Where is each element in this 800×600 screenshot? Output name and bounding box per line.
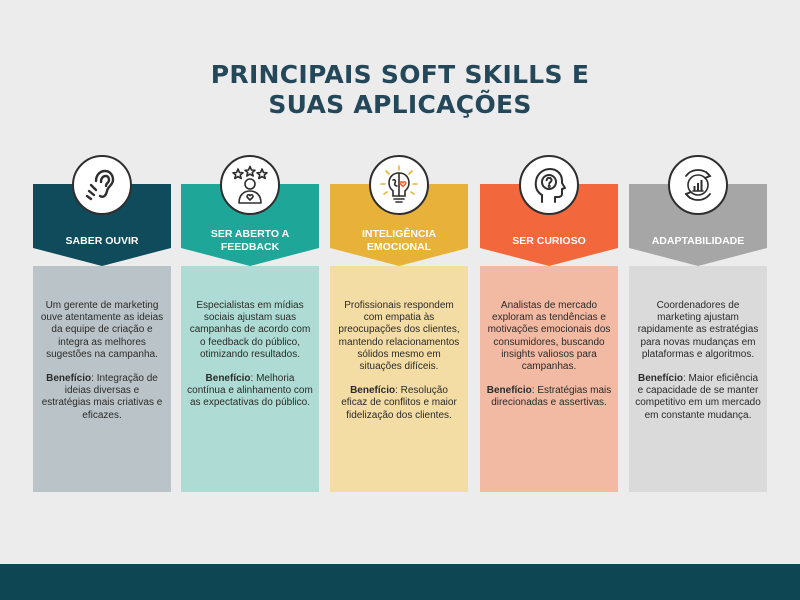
card-title: ADAPTABILIDADE [651,234,745,247]
card-text [635,300,761,434]
head-question-icon [519,155,579,215]
title-line-1: PRINCIPAIS SOFT SKILLS E [210,60,590,89]
card-text [187,300,313,422]
benefit-text: : Integração de ideias diversas e estratégias mais criativas e eficazes. [41,373,163,421]
card-benefit [187,373,313,410]
benefit-label: Benefício [205,373,251,385]
card-benefit [486,385,612,409]
skill-card-ser-curioso [480,184,618,492]
card-text [39,300,165,434]
card-title: SER ABERTO A FEEDBACK [210,228,290,253]
skill-card-saber-ouvir [33,184,171,492]
card-title: SABER OUVIR [65,234,139,247]
benefit-label: Benefício [46,373,92,385]
brain-heart-bulb-icon [369,155,429,215]
benefit-text: : Resolução eficaz de conflitos e maior fidelização dos clientes. [341,385,457,421]
skill-card-adaptabilidade [629,184,767,492]
benefit-text: : Estratégias mais direcionadas e assertivas. [491,385,612,409]
benefit-text: : Maior eficiência e capacidade de se manter competitivo em um mercado em constante mudança. [635,373,761,421]
page-title [0,60,800,120]
skill-card-ser-aberto-a-feedback [181,184,319,492]
adaptive-chart-icon [668,155,728,215]
card-title: SER CURIOSO [512,234,586,247]
card-text [486,300,612,422]
ear-icon [72,155,132,215]
card-benefit [336,385,462,422]
benefit-label: Benefício [486,385,532,397]
card-benefit [635,373,761,422]
card-text [336,300,462,434]
benefit-label: Benefício [350,385,396,397]
benefit-text: : Melhoria contínua e alinhamento com as expectativas do público. [187,373,313,409]
card-description: Profissionais respondem com empatia às preocupações dos clientes, mantendo relacionamentos sólidos mesmo em situações difíceis. [338,300,460,373]
benefit-label: Benefício [637,373,683,385]
card-description: Coordenadores de marketing ajustam rapidamente as estratégias para novas mudanças em plataformas e algoritmos. [637,300,759,360]
skill-card-inteligencia-emocional [330,184,468,492]
card-benefit [39,373,165,422]
card-description: Um gerente de marketing ouve atentamente as ideias da equipe de criação e integra as melhores sugestões na campanha. [40,300,164,360]
title-line-2: SUAS APLICAÇÕES [268,90,532,119]
feedback-person-stars-icon [220,155,280,215]
card-description: Especialistas em mídias sociais ajustam suas campanhas de acordo com o feedback do público, otimizando resultados. [189,300,311,360]
card-title: INTELIGÊNCIA EMOCIONAL [361,228,437,253]
card-description: Analistas de mercado exploram as tendências e motivações emocionais dos consumidores, buscando insights valiosos para campanhas. [487,300,611,373]
footer-bar [0,564,800,600]
